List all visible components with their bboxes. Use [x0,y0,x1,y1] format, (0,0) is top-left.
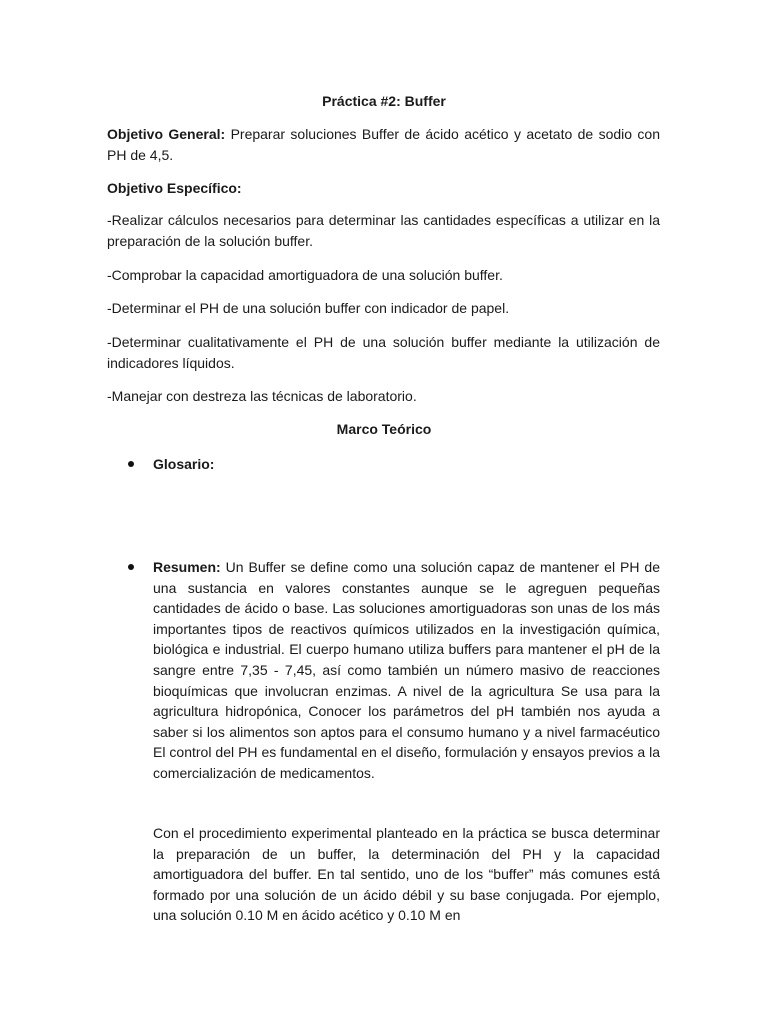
summary-label: Resumen: [153,559,221,575]
glossary-label: Glosario: [153,456,215,472]
specific-objective-label: Objetivo Específico: [107,180,242,196]
general-objective-text: Preparar soluciones Buffer de ácido acético y acetato de sodio con PH de 4,5. [107,126,660,163]
summary-paragraph-2: Con el procedimiento experimental planteado en la práctica se busca determinar la preparación de un buffer, la determinación del PH y la capacidad amortiguadora del buffer. En tal sentido, uno de los “buffer” más comunes está formado por una solución de un ácido débil y su base conjugada. Por ejemplo, una solución 0.10 M en ácido acético y 0.10 M en [153,825,660,924]
bullet-icon [128,564,134,570]
summary-text: Un Buffer se define como una solución capaz de mantener el PH de una sustancia en valores constantes aunque se le agreguen pequeñas cantidades de ácido o base. Las soluciones amortiguadoras son unas de los más importantes tipos de reactivos químicos utilizados en la investigación química, biológica e industrial. El cuerpo humano utiliza buffers para mantener el pH de la sangre entre 7,35 - 7,45, así como también un número masivo de reacciones bioquímicas que involucran enzimas. A nivel de la agricultura Se usa para la agricultura hidropónica, Conocer los parámetros del pH también nos ayuda a saber si los alimentos son aptos para el consumo humano y a nivel farmacéutico El control del PH es fundamental en el diseño, formulación y ensayos previos a la comercialización de medicamentos. [153,559,660,781]
section-title: Marco Teórico [336,421,432,437]
specific-objective-item: -Determinar el PH de una solución buffer con indicador de papel. [107,300,510,316]
specific-objective-item: -Realizar cálculos necesarios para determinar las cantidades específicas a utilizar en la preparación de la solución buffer. [107,212,660,249]
summary-paragraph [153,557,660,784]
general-objective-label: Objetivo General: [107,126,226,142]
bullet-icon [128,461,134,467]
general-objective [107,124,660,166]
specific-objective-item: -Comprobar la capacidad amortiguadora de una solución buffer. [107,267,503,283]
page-title: Práctica #2: Buffer [322,93,446,109]
specific-objective-item: -Determinar cualitativamente el PH de una solución buffer mediante la utilización de indicadores líquidos. [107,334,660,371]
specific-objective-item: -Manejar con destreza las técnicas de laboratorio. [107,388,417,404]
